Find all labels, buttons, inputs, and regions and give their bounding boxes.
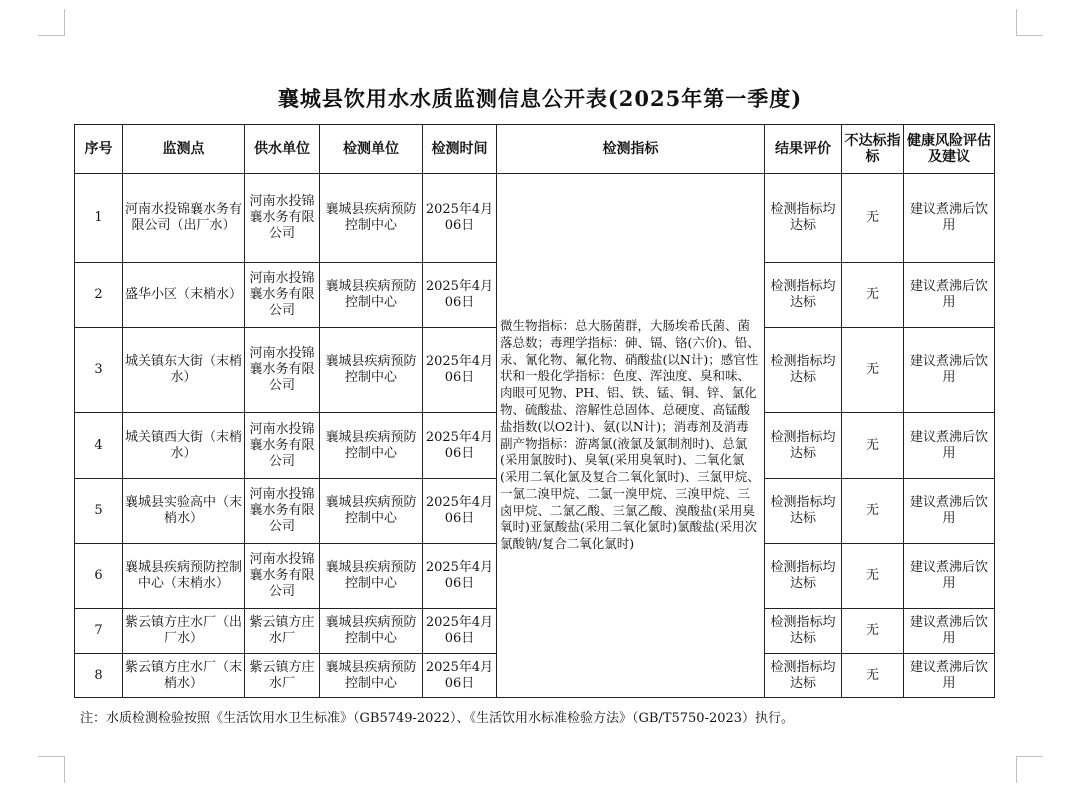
cell-supplier: 河南水投锦襄水务有限公司 (245, 174, 320, 263)
header-fail: 不达标指标 (842, 125, 904, 174)
header-indicators: 检测指标 (497, 125, 765, 174)
cell-advice: 建议煮沸后饮用 (904, 654, 995, 698)
cell-fail: 无 (842, 174, 904, 263)
cell-advice: 建议煮沸后饮用 (904, 609, 995, 654)
header-supplier: 供水单位 (245, 125, 320, 174)
cell-fail: 无 (842, 609, 904, 654)
cell-date: 2025年4月06日 (423, 174, 497, 263)
cell-no: 1 (75, 174, 123, 263)
cell-fail: 无 (842, 479, 904, 544)
cell-site: 河南水投锦襄水务有限公司（出厂水） (123, 174, 245, 263)
cell-date: 2025年4月06日 (423, 263, 497, 328)
cell-result: 检测指标均达标 (765, 609, 842, 654)
crop-mark-top-right (1016, 9, 1043, 36)
cell-result: 检测指标均达标 (765, 328, 842, 413)
cell-indicators: 微生物指标：总大肠菌群，大肠埃希氏菌、菌落总数；毒理学指标：砷、镉、铬(六价)、铅、汞、氰化物、氟化物、硝酸盐(以N计)；感官性状和一般化学指标：色度、浑浊度、臭和味、肉眼可见物、PH、铝、铁、锰、铜、锌、氯化物、硫酸盐、溶解性总固体、总硬度、高锰酸盐指数(以O2计)、氨(以N计)；消毒剂及消毒副产物指标：游离氯(液氯及氯制剂时)、总氯(采用氯胺时)、臭氧(采用臭氧时)、二氧化氯(采用二氧化氯及复合二氧化氯时)、三氯甲烷、一氯二溴甲烷、二氯一溴甲烷、三溴甲烷、三卤甲烷、二氯乙酸、三氯乙酸、溴酸盐(采用臭氧时)亚氯酸盐(采用二氧化氯时)氯酸盐(采用次氯酸钠/复合二氧化氯时) (497, 174, 765, 698)
cell-result: 检测指标均达标 (765, 263, 842, 328)
cell-fail: 无 (842, 654, 904, 698)
cell-date: 2025年4月06日 (423, 479, 497, 544)
header-date: 检测时间 (423, 125, 497, 174)
header-advice: 健康风险评估及建议 (904, 125, 995, 174)
water-quality-table (74, 124, 995, 698)
cell-lab: 襄城县疾病预防控制中心 (320, 263, 423, 328)
cell-date: 2025年4月06日 (423, 413, 497, 479)
header-no: 序号 (75, 125, 123, 174)
header-lab: 检测单位 (320, 125, 423, 174)
cell-date: 2025年4月06日 (423, 328, 497, 413)
crop-mark-bottom-right (1016, 756, 1043, 783)
cell-no: 4 (75, 413, 123, 479)
cell-supplier: 河南水投锦襄水务有限公司 (245, 413, 320, 479)
cell-advice: 建议煮沸后饮用 (904, 174, 995, 263)
crop-mark-bottom-left (38, 756, 65, 783)
cell-result: 检测指标均达标 (765, 413, 842, 479)
cell-result: 检测指标均达标 (765, 654, 842, 698)
cell-fail: 无 (842, 413, 904, 479)
cell-supplier: 河南水投锦襄水务有限公司 (245, 479, 320, 544)
cell-supplier: 河南水投锦襄水务有限公司 (245, 544, 320, 609)
cell-fail: 无 (842, 328, 904, 413)
cell-site: 紫云镇方庄水厂（出厂水） (123, 609, 245, 654)
cell-lab: 襄城县疾病预防控制中心 (320, 479, 423, 544)
cell-fail: 无 (842, 544, 904, 609)
cell-supplier: 河南水投锦襄水务有限公司 (245, 328, 320, 413)
cell-no: 6 (75, 544, 123, 609)
cell-advice: 建议煮沸后饮用 (904, 544, 995, 609)
header-result: 结果评价 (765, 125, 842, 174)
footnote: 注：水质检测检验按照《生活饮用水卫生标准》（GB5749-2022）、《生活饮用水标准检验方法》（GB/T5750-2023）执行。 (80, 711, 795, 726)
cell-lab: 襄城县疾病预防控制中心 (320, 413, 423, 479)
cell-result: 检测指标均达标 (765, 544, 842, 609)
cell-no: 5 (75, 479, 123, 544)
cell-result: 检测指标均达标 (765, 174, 842, 263)
cell-lab: 襄城县疾病预防控制中心 (320, 328, 423, 413)
cell-no: 7 (75, 609, 123, 654)
header-site: 监测点 (123, 125, 245, 174)
cell-lab: 襄城县疾病预防控制中心 (320, 174, 423, 263)
cell-site: 襄城县实验高中（末梢水） (123, 479, 245, 544)
cell-date: 2025年4月06日 (423, 544, 497, 609)
cell-no: 8 (75, 654, 123, 698)
cell-lab: 襄城县疾病预防控制中心 (320, 609, 423, 654)
cell-advice: 建议煮沸后饮用 (904, 479, 995, 544)
cell-no: 3 (75, 328, 123, 413)
cell-site: 襄城县疾病预防控制中心（末梢水） (123, 544, 245, 609)
cell-site: 城关镇东大街（末梢水） (123, 328, 245, 413)
cell-supplier: 紫云镇方庄水厂 (245, 609, 320, 654)
cell-advice: 建议煮沸后饮用 (904, 413, 995, 479)
cell-site: 紫云镇方庄水厂（末梢水） (123, 654, 245, 698)
cell-fail: 无 (842, 263, 904, 328)
cell-lab: 襄城县疾病预防控制中心 (320, 544, 423, 609)
cell-site: 城关镇西大街（末梢水） (123, 413, 245, 479)
cell-no: 2 (75, 263, 123, 328)
cell-advice: 建议煮沸后饮用 (904, 328, 995, 413)
cell-site: 盛华小区（末梢水） (123, 263, 245, 328)
cell-date: 2025年4月06日 (423, 609, 497, 654)
cell-result: 检测指标均达标 (765, 479, 842, 544)
cell-lab: 襄城县疾病预防控制中心 (320, 654, 423, 698)
page-title: 襄城县饮用水水质监测信息公开表(2025年第一季度) (277, 86, 803, 111)
cell-date: 2025年4月06日 (423, 654, 497, 698)
cell-supplier: 紫云镇方庄水厂 (245, 654, 320, 698)
cell-advice: 建议煮沸后饮用 (904, 263, 995, 328)
table-header-row (75, 125, 995, 174)
table-row (75, 174, 995, 263)
crop-mark-top-left (38, 9, 65, 36)
cell-supplier: 河南水投锦襄水务有限公司 (245, 263, 320, 328)
